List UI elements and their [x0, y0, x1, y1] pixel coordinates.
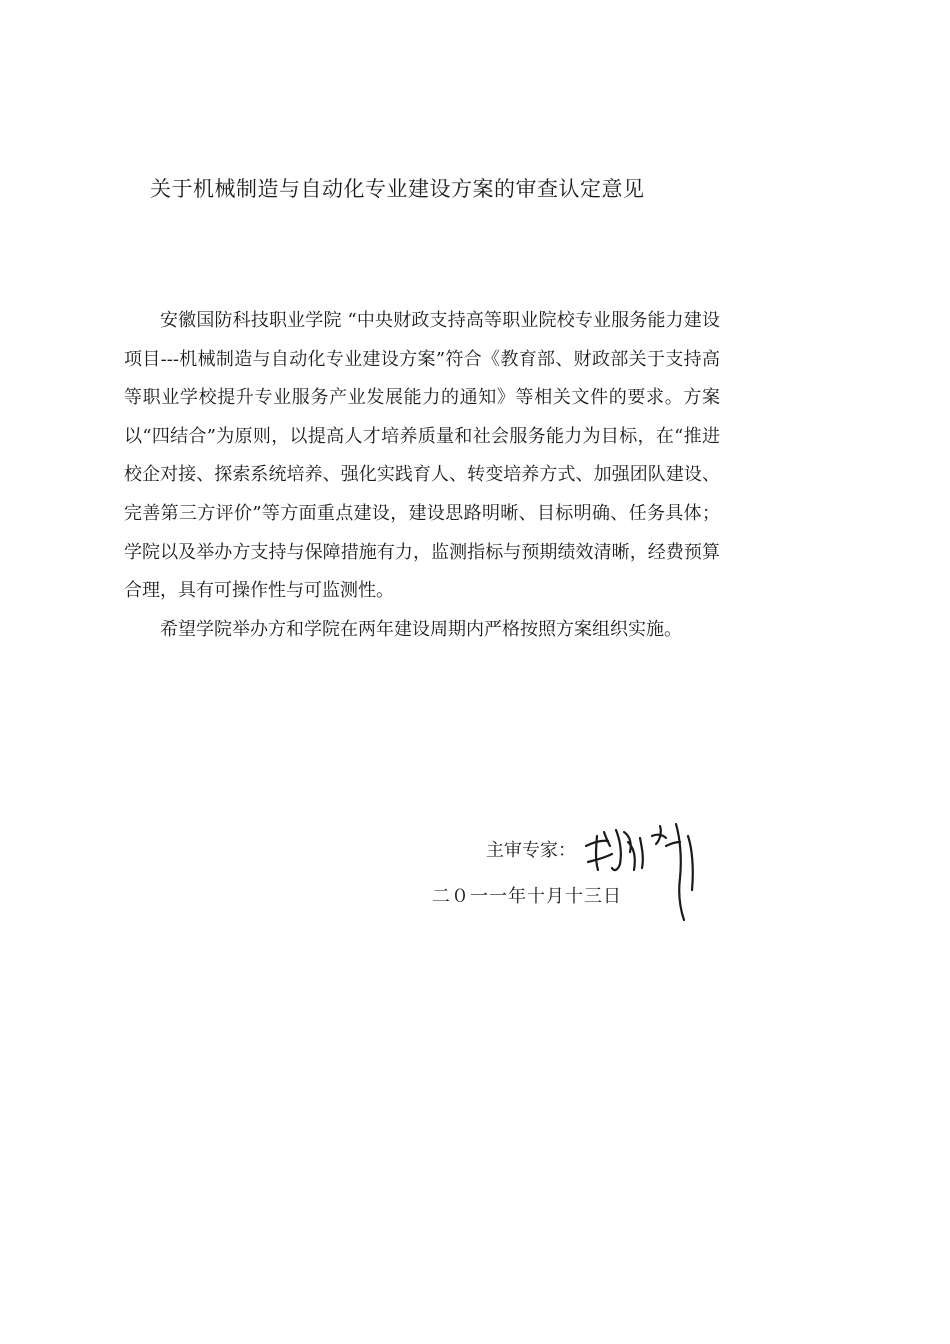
document-title: 关于机械制造与自动化专业建设方案的审查认定意见: [150, 177, 645, 201]
document-body: [124, 302, 720, 649]
signature-label: 主审专家：: [486, 840, 576, 861]
paragraph-1: 安徽国防科技职业学院 “中央财政支持高等职业院校专业服务能力建设项目---机械制造与自动化专业建设方案”符合《教育部、财政部关于支持高等职业学校提升专业服务产业发展能力的通知》等相关文件的要求。方案以“四结合”为原则，以提高人才培养质量和社会服务能力为目标，在“推进校企对接、探索系统培养、强化实践育人、转变培养方式、加强团队建设、完善第三方评价”等方面重点建设，建设思路明晰、目标明确、任务具体；学院以及举办方支持与保障措施有力，监测指标与预期绩效清晰，经费预算合理，具有可操作性与可监测性。: [124, 310, 720, 602]
document-date: 二０一一年十月十三日: [432, 886, 622, 907]
signature-block: [486, 832, 726, 870]
paragraph-2: 希望学院举办方和学院在两年建设周期内严格按照方案组织实施。: [160, 618, 682, 640]
